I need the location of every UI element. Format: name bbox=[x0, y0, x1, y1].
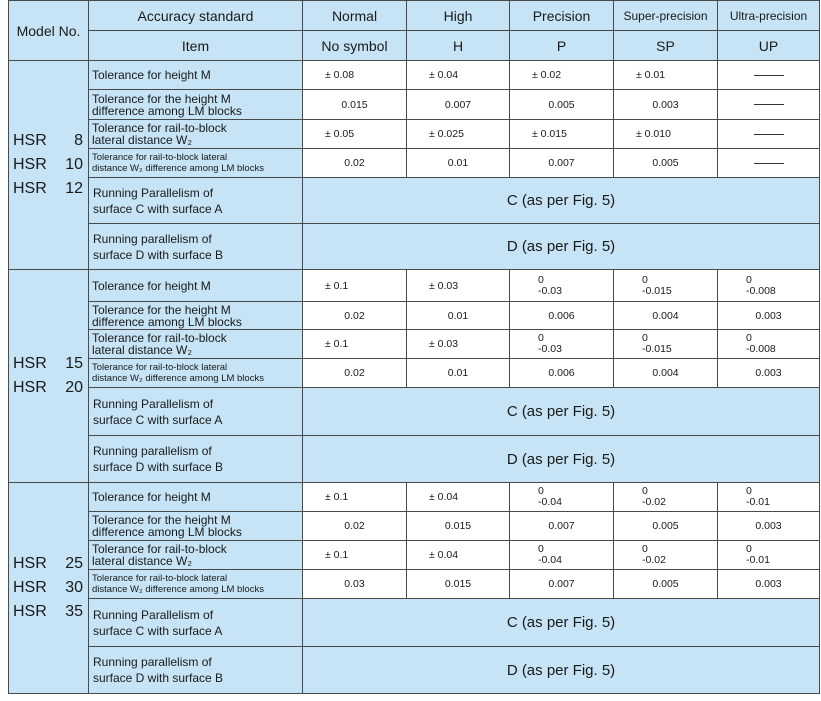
item-line: surface D with surface B bbox=[93, 247, 224, 262]
accuracy-standards-table bbox=[8, 0, 820, 694]
model-series: HSR bbox=[13, 180, 47, 197]
table-row bbox=[9, 330, 820, 359]
table-row bbox=[9, 436, 820, 483]
tolerance-value bbox=[510, 483, 614, 512]
tolerance-value: 0.004 bbox=[614, 302, 718, 330]
tolerance-part: 0 bbox=[538, 543, 544, 555]
dash-mark bbox=[754, 163, 784, 164]
tolerance-value: ± 0.04 bbox=[407, 541, 510, 570]
tolerance-part: 0 bbox=[642, 273, 648, 286]
model-size: 15 bbox=[65, 355, 83, 372]
item-header: Item bbox=[89, 31, 303, 61]
parallelism-d-value: D (as per Fig. 5) bbox=[303, 436, 820, 483]
tolerance-value: 0.02 bbox=[303, 512, 407, 541]
not-applicable-cell bbox=[718, 90, 820, 120]
item-line: lateral distance W₂ bbox=[92, 343, 193, 357]
tolerance-part: 0 bbox=[538, 485, 544, 497]
item-label bbox=[89, 570, 303, 599]
table-row bbox=[9, 224, 820, 270]
tolerance-value: 0.006 bbox=[510, 302, 614, 330]
tolerance-part: -0.008 bbox=[746, 284, 776, 297]
tolerance-value bbox=[718, 541, 820, 570]
tolerance-value: ± 0.015 bbox=[510, 120, 614, 149]
table-row bbox=[9, 149, 820, 178]
item-line: Tolerance for rail-to-block bbox=[92, 121, 227, 135]
table-row bbox=[9, 302, 820, 330]
grade-super-precision-header: Super-precision bbox=[614, 1, 718, 31]
item-line: surface C with surface A bbox=[93, 201, 223, 216]
tolerance-part: 0 bbox=[746, 273, 752, 286]
item-line: Running parallelism of bbox=[93, 231, 212, 246]
grade-normal-header: Normal bbox=[303, 1, 407, 31]
item-label bbox=[89, 120, 303, 149]
tolerance-value: 0.015 bbox=[407, 512, 510, 541]
tolerance-value: 0.01 bbox=[407, 359, 510, 388]
tolerance-value: 0.003 bbox=[718, 570, 820, 599]
model-series: HSR bbox=[13, 379, 47, 396]
item-label bbox=[89, 149, 303, 178]
tolerance-value: 0.003 bbox=[614, 90, 718, 120]
item-line: surface D with surface B bbox=[93, 460, 224, 474]
item-line: surface C with surface A bbox=[93, 623, 223, 638]
table-row bbox=[9, 61, 820, 90]
item-line: difference among LM blocks bbox=[92, 525, 242, 539]
tolerance-value: 0.015 bbox=[303, 90, 407, 120]
model-number bbox=[13, 177, 83, 201]
item-line: Tolerance for the height M bbox=[92, 91, 231, 106]
tolerance-part: 0 bbox=[746, 543, 752, 555]
model-number bbox=[13, 600, 83, 624]
model-size: 20 bbox=[65, 379, 83, 396]
table-body bbox=[9, 61, 820, 694]
item-line: difference among LM blocks bbox=[92, 314, 242, 329]
model-numbers bbox=[9, 483, 89, 694]
tolerance-value: 0.01 bbox=[407, 302, 510, 330]
tolerance-value: 0.005 bbox=[510, 90, 614, 120]
model-series: HSR bbox=[13, 132, 47, 149]
model-number bbox=[13, 352, 83, 376]
item-label bbox=[89, 512, 303, 541]
tolerance-value: 0.02 bbox=[303, 302, 407, 330]
model-size: 25 bbox=[65, 555, 83, 572]
table-row bbox=[9, 512, 820, 541]
tolerance-value: 0.02 bbox=[303, 149, 407, 178]
table-row bbox=[9, 388, 820, 436]
accuracy-standard-header: Accuracy standard bbox=[89, 1, 303, 31]
symbol-ultra-precision: UP bbox=[718, 31, 820, 61]
tolerance-value: 0.03 bbox=[303, 570, 407, 599]
item-label: Tolerance for height M bbox=[89, 483, 303, 512]
tolerance-part: -0.01 bbox=[746, 496, 770, 508]
item-line: Tolerance for rail-to-block lateral bbox=[92, 362, 228, 373]
grade-precision-header: Precision bbox=[510, 1, 614, 31]
parallelism-d-value: D (as per Fig. 5) bbox=[303, 224, 820, 270]
parallelism-c-value: C (as per Fig. 5) bbox=[303, 388, 820, 436]
table-row bbox=[9, 483, 820, 512]
parallelism-c-label bbox=[89, 178, 303, 224]
tolerance-value: 0.005 bbox=[614, 149, 718, 178]
not-applicable-cell bbox=[718, 61, 820, 90]
tolerance-value: 0.01 bbox=[407, 149, 510, 178]
tolerance-value: 0.02 bbox=[303, 359, 407, 388]
tolerance-value bbox=[614, 541, 718, 570]
item-label bbox=[89, 541, 303, 570]
symbol-high: H bbox=[407, 31, 510, 61]
model-no-header: Model No. bbox=[9, 1, 89, 61]
model-series: HSR bbox=[13, 579, 47, 596]
tolerance-value: ± 0.04 bbox=[407, 483, 510, 512]
tolerance-part: 0 bbox=[642, 543, 648, 555]
tolerance-value: 0.004 bbox=[614, 359, 718, 388]
item-line: Tolerance for the height M bbox=[92, 302, 231, 317]
model-size: 35 bbox=[65, 603, 83, 620]
symbol-precision: P bbox=[510, 31, 614, 61]
parallelism-c-value: C (as per Fig. 5) bbox=[303, 178, 820, 224]
tolerance-value: ± 0.05 bbox=[303, 120, 407, 149]
model-series: HSR bbox=[13, 603, 47, 620]
parallelism-c-label bbox=[89, 599, 303, 647]
tolerance-value: ± 0.02 bbox=[510, 61, 614, 90]
item-line: Running parallelism of bbox=[93, 655, 212, 669]
tolerance-part: -0.04 bbox=[538, 496, 562, 508]
parallelism-d-label bbox=[89, 436, 303, 483]
item-line: surface D with surface B bbox=[93, 671, 224, 685]
tolerance-value: 0.005 bbox=[614, 570, 718, 599]
grade-ultra-precision-header: Ultra-precision bbox=[718, 1, 820, 31]
tolerance-value: 0.007 bbox=[510, 149, 614, 178]
tolerance-value: ± 0.01 bbox=[614, 61, 718, 90]
tolerance-part: 0 bbox=[746, 485, 752, 497]
tolerance-value: 0.007 bbox=[510, 570, 614, 599]
table-row bbox=[9, 647, 820, 694]
tolerance-value bbox=[614, 483, 718, 512]
table-row bbox=[9, 359, 820, 388]
item-line: distance W₂ difference among LM blocks bbox=[92, 584, 264, 595]
model-size: 8 bbox=[74, 132, 83, 149]
tolerance-value: ± 0.1 bbox=[303, 330, 407, 359]
tolerance-value: 0.005 bbox=[614, 512, 718, 541]
parallelism-d-label bbox=[89, 224, 303, 270]
tolerance-value bbox=[510, 330, 614, 359]
model-size: 30 bbox=[65, 579, 83, 596]
model-series: HSR bbox=[13, 355, 47, 372]
tolerance-value: ± 0.08 bbox=[303, 61, 407, 90]
item-label bbox=[89, 330, 303, 359]
tolerance-value: 0.003 bbox=[718, 512, 820, 541]
item-line: lateral distance W₂ bbox=[92, 554, 193, 568]
item-line: lateral distance W₂ bbox=[92, 133, 193, 147]
table-row bbox=[9, 90, 820, 120]
model-numbers bbox=[9, 270, 89, 483]
model-number bbox=[13, 552, 83, 576]
item-label: Tolerance for height M bbox=[89, 61, 303, 90]
tolerance-part: 0 bbox=[642, 332, 648, 344]
tolerance-value: 0.007 bbox=[407, 90, 510, 120]
tolerance-value: 0.015 bbox=[407, 570, 510, 599]
table-row bbox=[9, 599, 820, 647]
tolerance-value: 0.007 bbox=[510, 512, 614, 541]
model-number bbox=[13, 153, 83, 177]
item-line: Tolerance for rail-to-block lateral bbox=[92, 573, 228, 584]
tolerance-value: ± 0.010 bbox=[614, 120, 718, 149]
not-applicable-cell bbox=[718, 120, 820, 149]
not-applicable-cell bbox=[718, 149, 820, 178]
dash-mark bbox=[754, 104, 784, 105]
item-line: Running Parallelism of bbox=[93, 185, 214, 200]
tolerance-part: -0.03 bbox=[538, 343, 562, 355]
tolerance-part: -0.015 bbox=[642, 284, 672, 297]
dash-mark bbox=[754, 134, 784, 135]
item-label bbox=[89, 302, 303, 330]
tolerance-value: ± 0.1 bbox=[303, 541, 407, 570]
tolerance-value bbox=[510, 270, 614, 302]
tolerance-part: -0.015 bbox=[642, 343, 672, 355]
table-row bbox=[9, 270, 820, 302]
tolerance-value: 0.006 bbox=[510, 359, 614, 388]
table-row bbox=[9, 178, 820, 224]
tolerance-part: -0.008 bbox=[746, 343, 776, 355]
tolerance-value bbox=[510, 541, 614, 570]
tolerance-value: ± 0.1 bbox=[303, 483, 407, 512]
tolerance-part: -0.03 bbox=[538, 284, 562, 297]
tolerance-value bbox=[614, 330, 718, 359]
item-line: Running Parallelism of bbox=[93, 607, 214, 622]
item-line: difference among LM blocks bbox=[92, 103, 242, 118]
item-line: Tolerance for rail-to-block bbox=[92, 331, 227, 345]
table-row bbox=[9, 120, 820, 149]
item-line: Running Parallelism of bbox=[93, 396, 214, 411]
tolerance-value: ± 0.04 bbox=[407, 61, 510, 90]
item-line: Tolerance for rail-to-block bbox=[92, 542, 227, 556]
tolerance-value: ± 0.025 bbox=[407, 120, 510, 149]
tolerance-value bbox=[718, 483, 820, 512]
model-numbers bbox=[9, 61, 89, 270]
parallelism-c-label bbox=[89, 388, 303, 436]
parallelism-d-label bbox=[89, 647, 303, 694]
tolerance-value: ± 0.03 bbox=[407, 330, 510, 359]
tolerance-part: 0 bbox=[538, 273, 544, 286]
grade-high-header: High bbox=[407, 1, 510, 31]
model-size: 12 bbox=[65, 180, 83, 197]
model-series: HSR bbox=[13, 156, 47, 173]
model-number bbox=[13, 576, 83, 600]
tolerance-value: ± 0.1 bbox=[303, 270, 407, 302]
item-line: surface C with surface A bbox=[93, 412, 223, 427]
item-label bbox=[89, 359, 303, 388]
parallelism-d-value: D (as per Fig. 5) bbox=[303, 647, 820, 694]
item-line: Running parallelism of bbox=[93, 444, 212, 458]
tolerance-value: 0.003 bbox=[718, 302, 820, 330]
symbol-super-precision: SP bbox=[614, 31, 718, 61]
symbol-normal: No symbol bbox=[303, 31, 407, 61]
tolerance-value: ± 0.03 bbox=[407, 270, 510, 302]
item-line: distance W₂ difference among LM blocks bbox=[92, 373, 264, 384]
tolerance-part: 0 bbox=[746, 332, 752, 344]
parallelism-c-value: C (as per Fig. 5) bbox=[303, 599, 820, 647]
tolerance-part: 0 bbox=[538, 332, 544, 344]
tolerance-part: -0.01 bbox=[746, 554, 770, 566]
tolerance-part: -0.02 bbox=[642, 554, 666, 566]
table-row bbox=[9, 570, 820, 599]
tolerance-part: -0.04 bbox=[538, 554, 562, 566]
item-line: Tolerance for the height M bbox=[92, 513, 231, 527]
model-size: 10 bbox=[65, 156, 83, 173]
item-line: distance W₂ difference among LM blocks bbox=[92, 163, 264, 174]
model-number bbox=[13, 129, 83, 153]
tolerance-part: -0.02 bbox=[642, 496, 666, 508]
item-label bbox=[89, 90, 303, 120]
tolerance-value bbox=[614, 270, 718, 302]
table-row bbox=[9, 541, 820, 570]
model-number bbox=[13, 376, 83, 400]
item-line: Tolerance for rail-to-block lateral bbox=[92, 152, 228, 163]
dash-mark bbox=[754, 75, 784, 76]
tolerance-value bbox=[718, 330, 820, 359]
tolerance-part: 0 bbox=[642, 485, 648, 497]
model-series: HSR bbox=[13, 555, 47, 572]
tolerance-value: 0.003 bbox=[718, 359, 820, 388]
tolerance-value bbox=[718, 270, 820, 302]
item-label: Tolerance for height M bbox=[89, 270, 303, 302]
